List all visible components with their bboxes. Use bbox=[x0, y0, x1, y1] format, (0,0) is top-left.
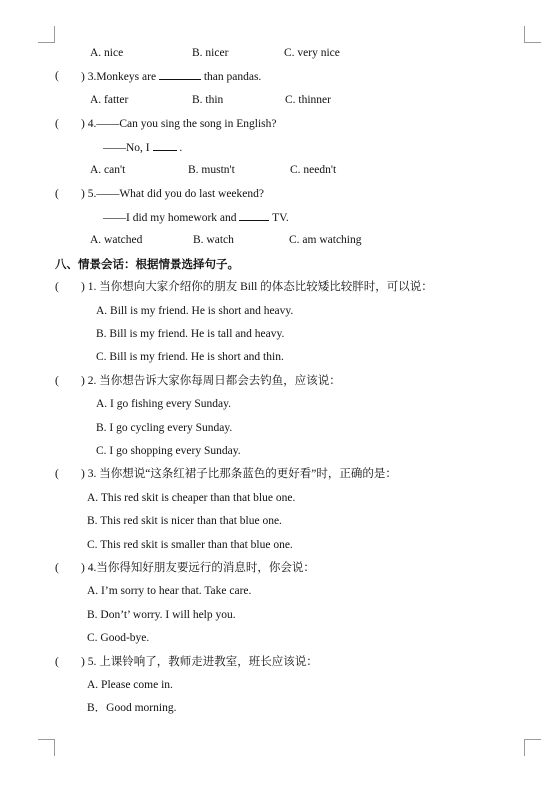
option: A. I’m sorry to hear that. Take care. bbox=[87, 585, 252, 597]
corner-mark-bottom-right bbox=[524, 739, 541, 756]
option: B. thin bbox=[192, 94, 224, 106]
option: B. Don’t’ worry. I will help you. bbox=[87, 609, 236, 621]
option: B．Good morning. bbox=[87, 702, 177, 714]
answer-blank bbox=[159, 68, 201, 80]
option: A. Bill is my friend. He is short and heavy. bbox=[96, 305, 294, 317]
corner-mark-top-right bbox=[524, 26, 541, 43]
question-text: ) 5.——What did you do last weekend? bbox=[81, 188, 264, 200]
question-text: ) 3.Monkeys are than pandas. bbox=[81, 68, 261, 85]
corner-mark-bottom-left bbox=[38, 739, 55, 756]
question-text: ) 4.——Can you sing the song in English? bbox=[81, 118, 277, 130]
answer-paren: ( bbox=[55, 70, 59, 82]
answer-paren: ( bbox=[55, 281, 59, 293]
option: A. Please come in. bbox=[87, 679, 173, 691]
option: C. very nice bbox=[284, 47, 340, 59]
option: C. am watching bbox=[289, 234, 362, 246]
option: B. nicer bbox=[192, 47, 229, 59]
question-text: ) 2. 当你想告诉大家你每周日都会去钓鱼，应该说： bbox=[81, 375, 341, 387]
answer-blank bbox=[153, 139, 177, 151]
answer-paren: ( bbox=[55, 656, 59, 668]
corner-mark-top-left bbox=[38, 26, 55, 43]
option: B. Bill is my friend. He is tall and heavy. bbox=[96, 328, 285, 340]
option: C. thinner bbox=[285, 94, 331, 106]
answer-paren: ( bbox=[55, 375, 59, 387]
question-text: ) 4.当你得知好朋友要远行的消息时，你会说： bbox=[81, 562, 315, 574]
question-text: ) 3. 当你想说“这条红裙子比那条蓝色的更好看”时，正确的是： bbox=[81, 468, 397, 480]
option: B. I go cycling every Sunday. bbox=[96, 422, 233, 434]
option: B. This red skit is nicer than that blue one. bbox=[87, 515, 282, 527]
question-text: ) 5. 上课铃响了，教师走进教室，班长应该说： bbox=[81, 656, 318, 668]
question-text: ) 1. 当你想向大家介绍你的朋友 Bill 的体态比较矮比较胖时，可以说： bbox=[81, 281, 433, 293]
option: B. watch bbox=[193, 234, 234, 246]
option: A. nice bbox=[90, 47, 124, 59]
section-heading: 八、情景会话：根据情景选择句子。 bbox=[55, 257, 239, 271]
answer-paren: ( bbox=[55, 468, 59, 480]
option: C. I go shopping every Sunday. bbox=[96, 445, 241, 457]
answer-paren: ( bbox=[55, 188, 59, 200]
option: A. fatter bbox=[90, 94, 129, 106]
answer-paren: ( bbox=[55, 562, 59, 574]
option: C. Bill is my friend. He is short and thin. bbox=[96, 351, 284, 363]
option: A. can't bbox=[90, 164, 126, 176]
option: C. needn't bbox=[290, 164, 337, 176]
option: A. This red skit is cheaper than that blue one. bbox=[87, 492, 296, 504]
option: B. mustn't bbox=[188, 164, 235, 176]
answer-blank bbox=[239, 209, 269, 221]
option: C. Good-bye. bbox=[87, 632, 150, 644]
option: C. This red skit is smaller than that blue one. bbox=[87, 539, 293, 551]
option: A. I go fishing every Sunday. bbox=[96, 398, 231, 410]
option: A. watched bbox=[90, 234, 143, 246]
answer-paren: ( bbox=[55, 118, 59, 130]
